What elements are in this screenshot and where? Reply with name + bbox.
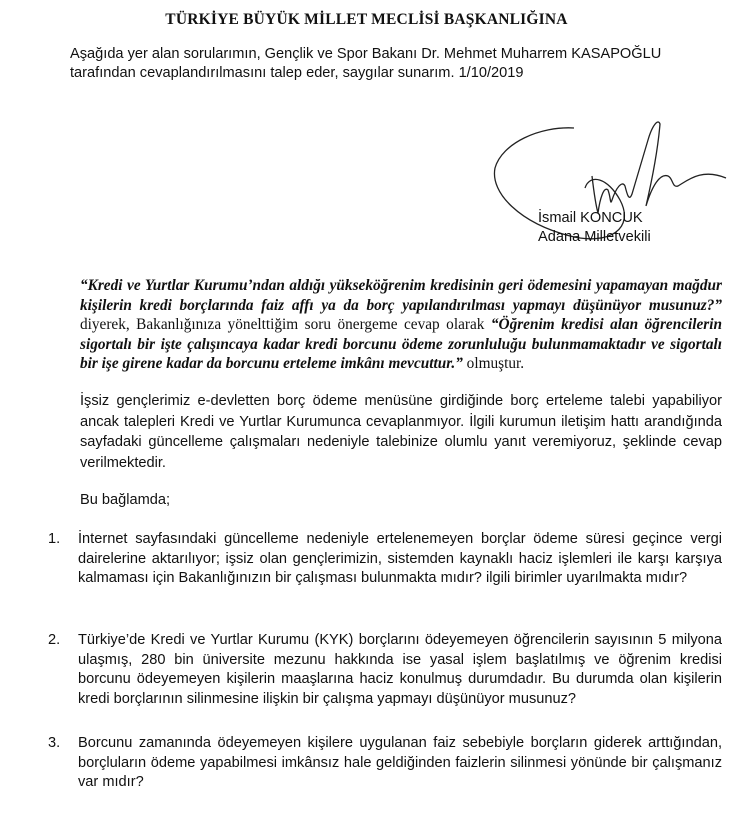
lead-in-text: Bu bağlamda; [80, 492, 171, 508]
signatory-block [538, 209, 651, 247]
question-number: 3. [48, 735, 61, 751]
question-item-3 [48, 734, 722, 793]
question-text: İnternet sayfasındaki güncelleme nedeniyle ertelenemeyen borçlar ödeme süresi geçince vergi dairelerine aktarılıyor; işsiz olan gençlerimizin, sistemden kaynaklı haciz işlemleri ile karşı karşıya kalmaması için Bakanlığınızın bir çalışması bulunmakta mıdır? ilgili birimler uyarılmakta mıdır? [78, 531, 722, 587]
question-number: 2. [48, 632, 61, 648]
question-item-2 [48, 631, 722, 709]
intro-paragraph [22, 45, 722, 83]
question-text: Borcunu zamanında ödeyemeyen kişilere uygulanan faiz sebebiyle borçların giderek arttığından, borçluların ödeme yapabilmesi imkânsız hale geldiğinden faizlerin silinmesi yönünde bir çalışmanız var mıdır? [78, 735, 722, 791]
question-item-1 [48, 530, 722, 589]
body-paragraph [22, 391, 722, 473]
signatory-role: Adana Milletvekili [538, 229, 651, 245]
signatory-name: İsmail KONCUK [538, 210, 643, 226]
question-text: Türkiye’de Kredi ve Yurtlar Kurumu (KYK) borçlarını ödeyemeyen öğrencilerin sayısının 5 milyona ulaşmış, 280 bin üniversite mezunu hakkında ise yasal işlem başlatılmış ve öğrenim kredisi borcunu ödeyemeyen kişilerin maaşlarına haciz konulmuş durumdadır. Bu durumda olan kişilerin kredi borçlarının silinmesine ilişkin bir çalışma yapmayı düşünüyor musunuz? [78, 632, 722, 707]
question-number: 1. [48, 531, 61, 547]
quoted-answer: “Öğrenim kredisi alan öğrencilerin sigortalı bir işte çalışıncaya kadar kredi borcunu ödeme zorunluluğu bulunmamaktadır ve sigortalı bir işe girene kadar da borcunu erteleme imkânı mevcuttur.” [80, 316, 722, 372]
quote-ending: olmuştur. [462, 355, 525, 372]
quote-paragraph [22, 276, 722, 374]
quote-connector: diyerek, Bakanlığınıza yönelttiğim soru önergeme cevap olarak [80, 316, 491, 333]
document-title: TÜRKİYE BÜYÜK MİLLET MECLİSİ BAŞKANLIĞINA [165, 11, 568, 28]
body-paragraph-text: İşsiz gençlerimiz e-devletten borç ödeme menüsüne girdiğinde borç erteleme talebi yapabiliyor ancak talepleri Kredi ve Yurtlar Kurumunca cevaplanmıyor. İlgili kurumun iletişim hattı arandığında sayfadaki güncelleme çalışmaları nedeniyle talebinize olumlu yanıt veremiyoruz, şeklinde cevap verilmektedir. [80, 393, 722, 471]
quoted-question: “Kredi ve Yurtlar Kurumu’ndan aldığı yükseköğrenim kredisinin geri ödemesini yapamayan mağdur kişilerin kredi borçlarında faiz affı ya da borç yapılandırılması yapmayı düşünüyor musunuz?” [80, 277, 722, 314]
intro-text: Aşağıda yer alan sorularımın, Gençlik ve Spor Bakanı Dr. Mehmet Muharrem KASAPOĞLU tarafından cevaplandırılmasını talep eder, saygılar sunarım. 1/10/2019 [70, 46, 662, 81]
